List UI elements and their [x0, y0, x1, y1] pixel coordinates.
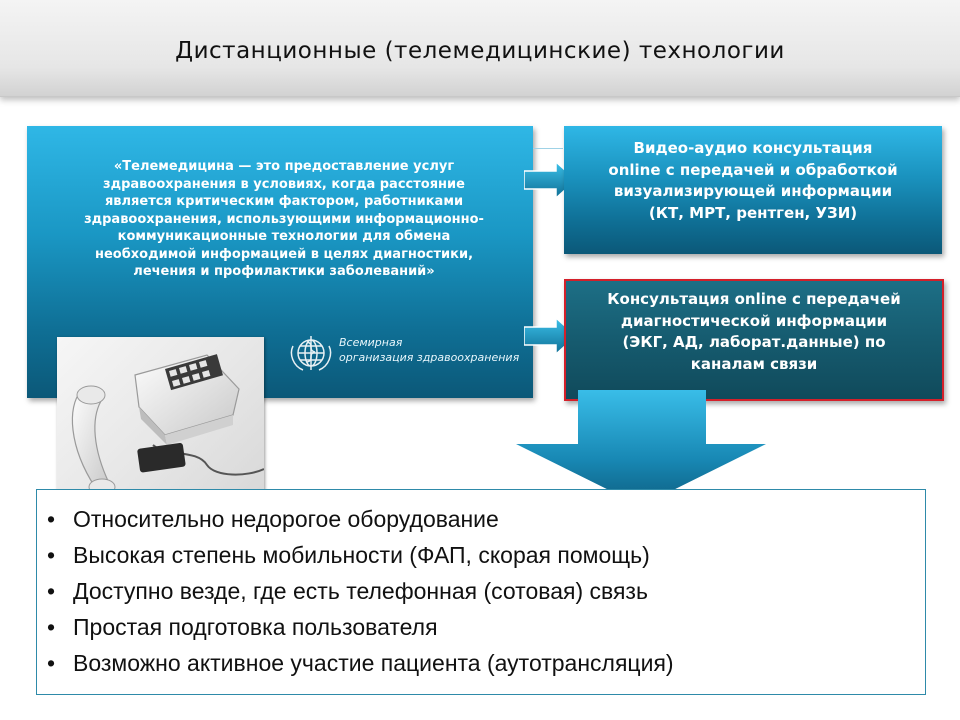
phone-device-icon [57, 337, 264, 497]
bullet: • [47, 614, 56, 640]
benefits-list [47, 501, 674, 681]
slide-title: Дистанционные (телемедицинские) технологии [175, 38, 785, 64]
connector-line [533, 148, 563, 149]
who-caption: Всемирная организация здравоохранения [339, 336, 520, 364]
bullet: • [47, 542, 56, 568]
benefits-box [36, 489, 926, 695]
list-item: • Возможно активное участие пациента (аутотрансляция) [47, 645, 674, 681]
bullet: • [47, 650, 56, 676]
list-item: • Относительно недорогое оборудование [47, 501, 674, 537]
definition-quote: «Телемедицина — это предоставление услуг здравоохранения в условиях, когда расстояние является критическим фактором, работниками здравоохранения, использующими информационно- коммуникационные технологии для обмена необходимой информацией в целях диагностики, лечения и профилактики заболеваний» [84, 159, 484, 279]
bullet: • [47, 506, 56, 532]
online-consultation-box [564, 279, 944, 401]
who-emblem-icon [287, 332, 335, 374]
list-item: • Высокая степень мобильности (ФАП, скорая помощь) [47, 537, 674, 573]
slide-header [0, 0, 960, 97]
bullet: • [47, 578, 56, 604]
list-item: • Простая подготовка пользователя [47, 609, 674, 645]
video-consultation-text: Видео-аудио консультация online с передачей и обработкой визуализирующей информации (КТ, МРТ, рентген, УЗИ) [608, 139, 898, 222]
video-consultation-box [564, 126, 942, 254]
online-consultation-text: Консультация online с передачей диагностической информации (ЭКГ, АД, лаборат.данные) по каналам связи [607, 290, 901, 373]
list-item: • Доступно везде, где есть телефонная (сотовая) связь [47, 573, 674, 609]
ecg-phone-device-photo [57, 337, 264, 497]
